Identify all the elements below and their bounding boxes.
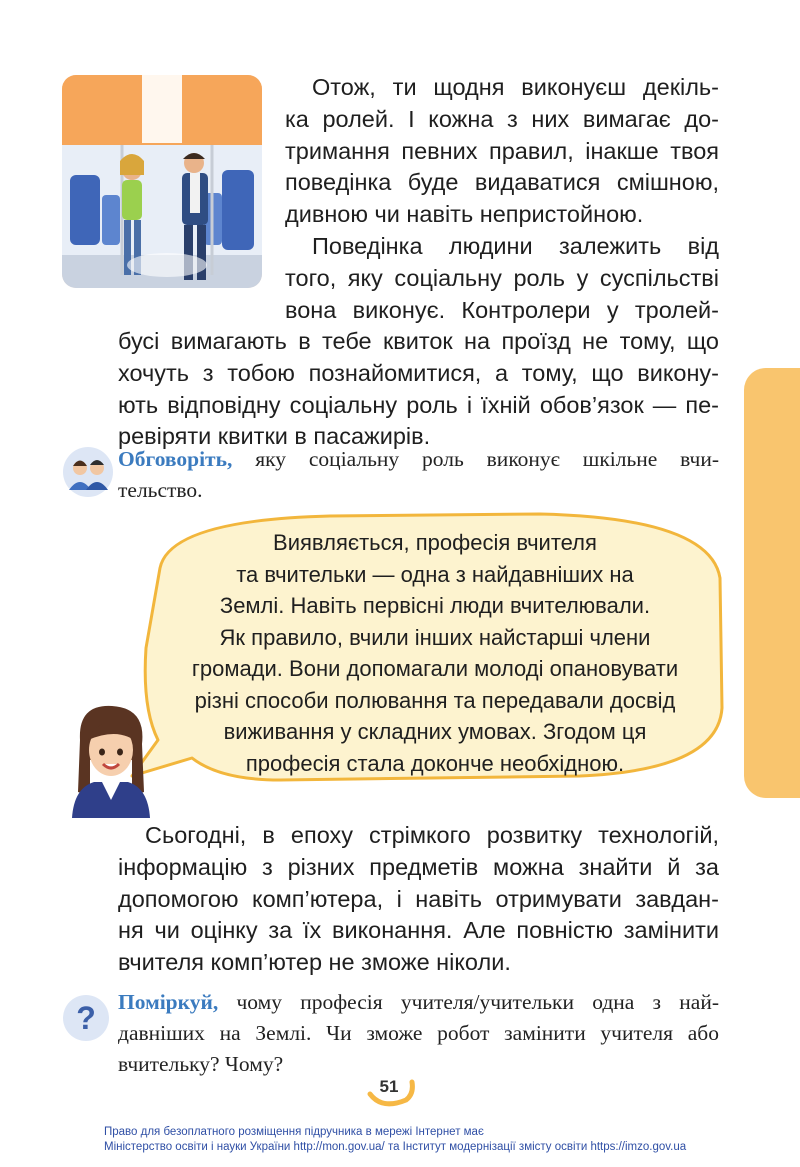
text-line: тримання певних правил, інакше твоя: [285, 137, 719, 164]
question-icon: [62, 994, 110, 1042]
think-keyword: Поміркуй,: [118, 990, 219, 1014]
text-line: дивною чи навіть непристойною.: [285, 201, 644, 228]
trolleybus-illustration: [62, 75, 262, 288]
bubble-line: виживання у складних умовах. Згодом ця: [223, 719, 647, 744]
page-number: 51: [379, 1077, 399, 1096]
text-line: вчителя комп’ютер не зможе ніколи.: [118, 949, 511, 976]
today-paragraph: [118, 820, 719, 979]
behavior-paragraph-top: [285, 231, 719, 326]
bubble-line: різні способи полювання та передавали досвід: [194, 687, 676, 713]
text-line: Отож, ти щодня виконуєш декіль-: [312, 74, 719, 100]
think-prompt: [118, 987, 719, 1080]
chapter-side-tab: [744, 368, 800, 798]
bubble-line: громади. Вони допомагали молоді опановувати: [191, 656, 679, 681]
text-line: вона виконує. Контролери у тролей-: [285, 296, 719, 323]
think-text: чому професія учителя/учительки одна з най-: [236, 990, 719, 1014]
intro-paragraph: [285, 72, 719, 231]
text-line: ревіряти квитки в пасажирів.: [118, 423, 431, 450]
bubble-line: Землі. Навіть первісні люди вчителювали.: [219, 593, 651, 618]
footer: [104, 1125, 686, 1154]
text-line: Сьогодні, в епоху стрімкого розвитку технологій,: [145, 822, 719, 848]
text-line: ють відповідну соціальну роль і їхній обов’язок — пе-: [118, 391, 719, 418]
girl-avatar: [66, 700, 156, 818]
discuss-text: яку соціальну роль виконує шкільне вчи-: [255, 447, 719, 471]
think-text-line2: давніших на Землі. Чи зможе робот замінити учителя або: [118, 1021, 719, 1045]
text-line: ка ролей. І кожна з них вимагає до-: [285, 105, 719, 132]
discuss-text-line2: тельство.: [118, 478, 203, 502]
discuss-prompt: [118, 444, 719, 506]
bubble-line: та вчительки — одна з найдавніших на: [236, 561, 634, 587]
text-line: бусі вимагають в тебе квиток на проїзд не тому, що: [118, 328, 719, 354]
text-line: ня чи оцінку за їх виконання. Але повністю замінити: [118, 917, 719, 944]
discuss-icon: [62, 446, 114, 498]
bubble-text: [150, 527, 720, 779]
behavior-paragraph-bottom: [118, 326, 719, 453]
footer-line: Міністерство освіти і науки України http://mon.gov.ua/ та Інститут модернізації змісту освіти https://imzo.gov.ua: [104, 1140, 687, 1153]
text-line: Поведінка людини залежить від: [312, 233, 719, 259]
bubble-line: професія стала доконче необхідною.: [245, 750, 625, 776]
text-line: хочуть з тобою познайомитися, а тому, що викону-: [118, 359, 719, 386]
text-line: допомогою комп’ютера, і навіть отримувати завдан-: [118, 885, 719, 912]
svg-text:?: ?: [76, 1000, 96, 1036]
bubble-line: Як правило, вчили інших найстарші члени: [219, 624, 651, 650]
text-line: того, яку соціальну роль у суспільстві: [285, 264, 719, 291]
think-text-line3: вчительку? Чому?: [118, 1052, 284, 1076]
discuss-keyword: Обговоріть,: [118, 447, 233, 471]
text-line: інформацію з різних предметів можна знайти й за: [118, 853, 719, 880]
text-line: поведінка буде видаватися смішною,: [285, 169, 719, 196]
footer-line: Право для безоплатного розміщення підручника в мережі Інтернет має: [104, 1126, 484, 1138]
bubble-line: Виявляється, професія вчителя: [273, 530, 597, 555]
